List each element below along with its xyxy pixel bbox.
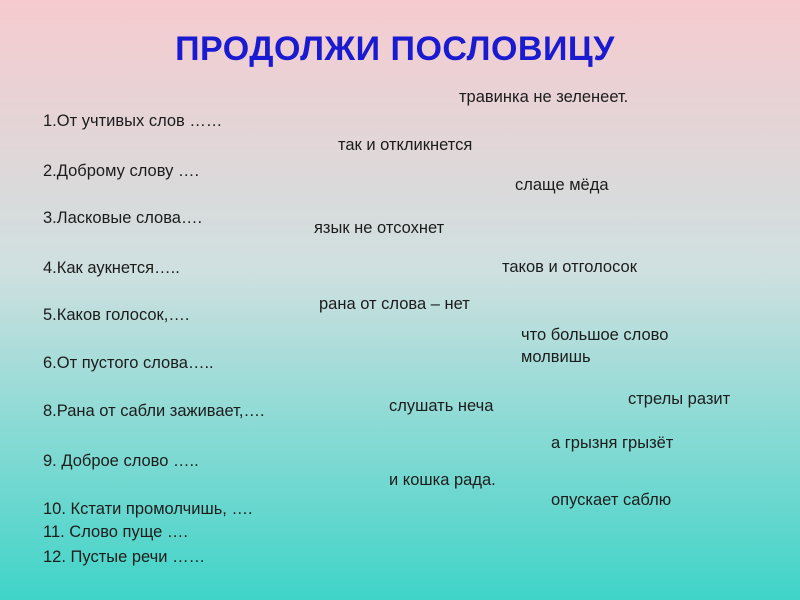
proverb-ending: слаще мёда <box>515 176 609 194</box>
proverb-beginning-9: 9. Доброе слово ….. <box>43 452 199 470</box>
proverb-beginning-6: 6.От пустого слова….. <box>43 354 214 372</box>
proverb-ending: рана от слова – нет <box>319 295 470 313</box>
proverb-ending: язык не отсохнет <box>314 219 445 237</box>
proverb-beginning-4: 4.Как аукнется….. <box>43 259 180 277</box>
proverb-ending: опускает саблю <box>551 491 672 509</box>
proverb-beginning-5: 5.Каков голосок,…. <box>43 306 190 324</box>
proverb-beginning-1: 1.От учтивых слов …… <box>43 112 223 130</box>
proverb-beginning-3: 3.Ласковые слова…. <box>43 209 203 227</box>
proverb-beginning-12: 12. Пустые речи …… <box>43 548 206 566</box>
proverb-ending: так и откликнется <box>338 136 473 154</box>
proverb-ending: и кошка рада. <box>389 471 496 489</box>
proverb-beginning-11: 11. Слово пуще …. <box>43 523 188 541</box>
proverb-beginning-8: 8.Рана от сабли заживает,…. <box>43 402 265 420</box>
proverb-beginning-10: 10. Кстати промолчишь, …. <box>43 500 253 518</box>
proverb-ending: стрелы разит <box>628 390 731 408</box>
proverb-ending: а грызня грызёт <box>551 434 674 452</box>
proverb-beginning-2: 2.Доброму слову …. <box>43 162 200 180</box>
slide-title: ПРОДОЛЖИ ПОСЛОВИЦУ <box>175 30 615 68</box>
proverb-ending: слушать неча <box>389 397 494 415</box>
proverb-ending: травинка не зеленеет. <box>459 88 629 106</box>
proverb-ending: что большое слово молвишь <box>521 326 669 366</box>
proverb-ending: таков и отголосок <box>502 258 637 276</box>
